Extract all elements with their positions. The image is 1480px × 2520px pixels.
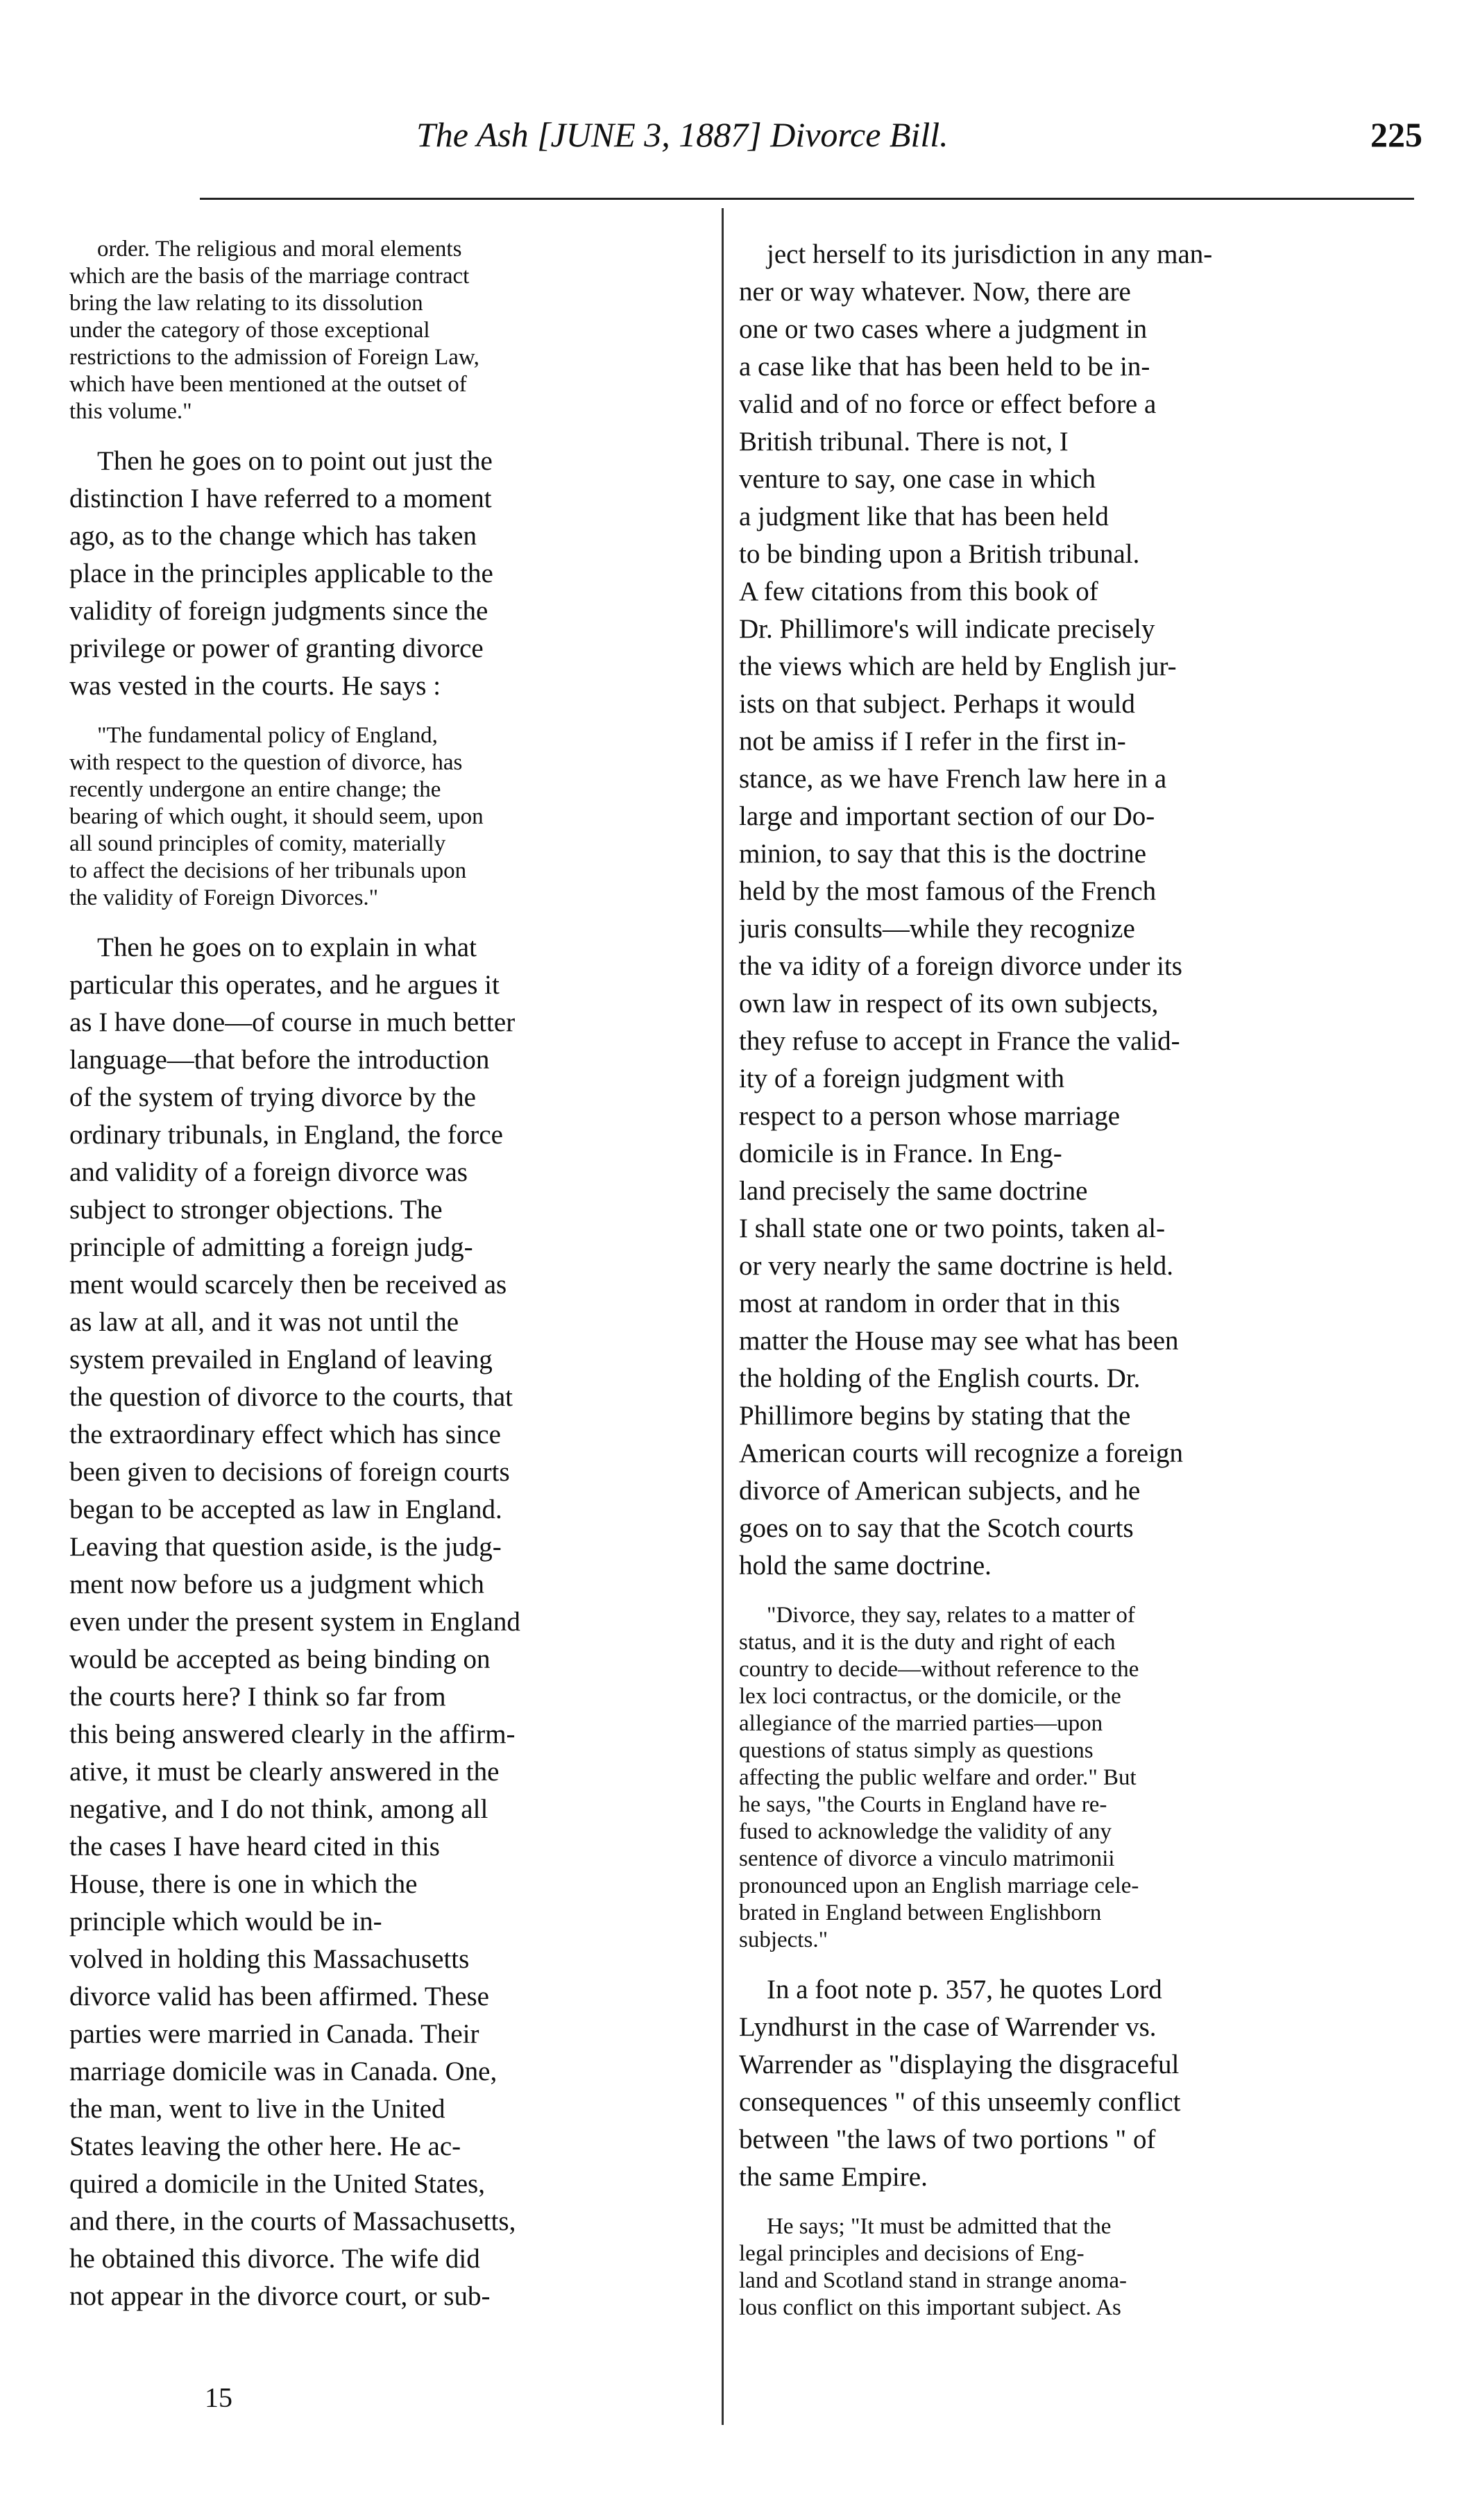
text-line: which are the basis of the marriage contract [69, 264, 470, 289]
text-line: he says, "the Courts in England have re- [739, 1792, 1107, 1817]
text-line: principle of admitting a foreign judg- [69, 1232, 473, 1262]
text-line: the holding of the English courts. Dr. [739, 1363, 1141, 1393]
paragraph-gap [739, 1954, 1384, 1971]
text-line: ists on that subject. Perhaps it would [739, 689, 1135, 719]
text-line: under the category of those exceptional [69, 318, 430, 343]
text-line: and there, in the courts of Massachusetts, [69, 2206, 516, 2236]
text-line: Phillimore begins by stating that the [739, 1401, 1131, 1431]
text-line: ago, as to the change which has taken [69, 521, 477, 551]
paragraph [69, 929, 702, 2315]
text-line: of the system of trying divorce by the [69, 1082, 476, 1112]
text-line: affecting the public welfare and order." But [739, 1765, 1137, 1790]
text-line: would be accepted as being binding on [69, 1644, 491, 1674]
paragraph-gap [69, 705, 702, 722]
text-line: ordinary tribunals, in England, the force [69, 1120, 503, 1150]
text-line: land precisely the same doctrine [739, 1176, 1088, 1206]
text-line: been given to decisions of foreign courts [69, 1457, 510, 1487]
text-line: British tribunal. There is not, I [739, 427, 1069, 457]
text-line: as I have done—of course in much better [69, 1007, 516, 1037]
text-line: particular this operates, and he argues it [69, 970, 500, 1000]
text-line: fused to acknowledge the validity of any [739, 1819, 1112, 1844]
text-line: stance, as we have French law here in a [739, 764, 1167, 794]
text-line: as law at all, and it was not until the [69, 1307, 459, 1337]
text-line: House, there is one in which the [69, 1869, 418, 1899]
text-line: principle which would be in- [69, 1907, 382, 1936]
text-line: valid and of no force or effect before a [739, 389, 1157, 419]
text-line: A few citations from this book of [739, 577, 1098, 606]
text-line: Dr. Phillimore's will indicate precisely [739, 614, 1155, 644]
text-line: to affect the decisions of her tribunals upon [69, 858, 467, 883]
text-line: restrictions to the admission of Foreign Law, [69, 345, 479, 370]
paragraph-gap [739, 1585, 1384, 1602]
text-line: goes on to say that the Scotch courts [739, 1513, 1134, 1543]
text-line: marriage domicile was in Canada. One, [69, 2057, 497, 2086]
text-line: brated in England between Englishborn [739, 1900, 1102, 1925]
text-line: Leaving that question aside, is the judg- [69, 1532, 502, 1562]
text-line: country to decide—without reference to the [739, 1657, 1139, 1682]
text-line: bearing of which ought, it should seem, upon [69, 804, 484, 829]
text-line: I shall state one or two points, taken al- [739, 1214, 1166, 1243]
text-line: large and important section of our Do- [739, 801, 1155, 831]
text-line: between "the laws of two portions " of [739, 2125, 1156, 2154]
text-line: recently undergone an entire change; the [69, 777, 441, 802]
text-line: distinction I have referred to a moment [69, 484, 492, 513]
signature-mark: 15 [205, 2382, 232, 2413]
text-line: even under the present system in England [69, 1607, 520, 1637]
text-line: not be amiss if I refer in the first in- [739, 726, 1126, 756]
text-line: American courts will recognize a foreign [739, 1438, 1183, 1468]
text-line: ner or way whatever. Now, there are [739, 277, 1131, 307]
header-rule [200, 198, 1414, 200]
column-divider [722, 208, 724, 2425]
text-line: quired a domicile in the United States, [69, 2169, 485, 2199]
text-line: divorce valid has been affirmed. These [69, 1982, 489, 2011]
paragraph-gap [739, 2196, 1384, 2213]
text-line: to be binding upon a British tribunal. [739, 539, 1140, 569]
text-line: a case like that has been held to be in- [739, 352, 1150, 382]
text-line: all sound principles of comity, materially [69, 831, 446, 856]
text-line: the va idity of a foreign divorce under its [739, 951, 1182, 981]
text-line: privilege or power of granting divorce [69, 633, 484, 663]
text-line: he obtained this divorce. The wife did [69, 2244, 480, 2274]
text-line: allegiance of the married parties—upon [739, 1711, 1103, 1736]
text-line: ject herself to its jurisdiction in any man- [767, 239, 1213, 269]
text-line: not appear in the divorce court, or sub- [69, 2281, 491, 2311]
text-line: ment now before us a judgment which [69, 1569, 484, 1599]
paragraph [739, 1971, 1384, 2196]
text-line: bring the law relating to its dissolution [69, 291, 423, 316]
text-line: land and Scotland stand in strange anoma- [739, 2268, 1128, 2293]
text-line: one or two cases where a judgment in [739, 314, 1148, 344]
paragraph [739, 236, 1384, 1585]
text-line: own law in respect of its own subjects, [739, 989, 1159, 1019]
quotation-block [69, 236, 702, 425]
quotation-block [69, 722, 702, 912]
text-line: or very nearly the same doctrine is held. [739, 1251, 1173, 1281]
text-line: a judgment like that has been held [739, 502, 1109, 531]
text-line: the views which are held by English jur- [739, 652, 1177, 681]
text-line: most at random in order that in this [739, 1288, 1121, 1318]
text-line: minion, to say that this is the doctrine [739, 839, 1147, 869]
text-line: Warrender as "displaying the disgraceful [739, 2050, 1180, 2079]
text-line: In a foot note p. 357, he quotes Lord [767, 1975, 1162, 2004]
text-line: order. The religious and moral elements [97, 237, 462, 262]
text-line: which have been mentioned at the outset of [69, 372, 467, 397]
text-line: domicile is in France. In Eng- [739, 1139, 1062, 1168]
paragraph [69, 443, 702, 705]
paragraph-gap [69, 425, 702, 443]
text-line: lex loci contractus, or the domicile, or the [739, 1684, 1121, 1709]
text-line: the courts here? I think so far from [69, 1682, 446, 1712]
text-line: language—that before the introduction [69, 1045, 490, 1075]
text-line: held by the most famous of the French [739, 876, 1157, 906]
text-line: ity of a foreign judgment with [739, 1064, 1064, 1093]
text-line: they refuse to accept in France the valid- [739, 1026, 1180, 1056]
text-line: the same Empire. [739, 2162, 928, 2192]
text-line: respect to a person whose marriage [739, 1101, 1121, 1131]
text-line: and validity of a foreign divorce was [69, 1157, 468, 1187]
text-line: lous conflict on this important subject. As [739, 2295, 1121, 2320]
text-line: negative, and I do not think, among all [69, 1794, 488, 1824]
text-line: volved in holding this Massachusetts [69, 1944, 470, 1974]
text-line: the validity of Foreign Divorces." [69, 885, 379, 910]
quotation-block [739, 2213, 1384, 2322]
text-line: "The fundamental policy of England, [97, 723, 438, 748]
text-line: States leaving the other here. He ac- [69, 2131, 461, 2161]
text-line: the question of divorce to the courts, that [69, 1382, 513, 1412]
text-line: pronounced upon an English marriage cele- [739, 1873, 1139, 1898]
text-line: subjects." [739, 1927, 828, 1952]
text-line: with respect to the question of divorce, has [69, 750, 463, 775]
text-line: system prevailed in England of leaving [69, 1345, 493, 1374]
text-line: legal principles and decisions of Eng- [739, 2241, 1085, 2266]
text-line: ative, it must be clearly answered in the [69, 1757, 500, 1787]
text-line: questions of status simply as questions [739, 1738, 1094, 1763]
running-header [416, 114, 1422, 170]
text-line: Then he goes on to point out just the [97, 446, 493, 476]
text-line: venture to say, one case in which [739, 464, 1096, 494]
text-line: matter the House may see what has been [739, 1326, 1179, 1356]
text-line: was vested in the courts. He says : [69, 671, 441, 701]
quotation-block [739, 1602, 1384, 1954]
text-line: divorce of American subjects, and he [739, 1476, 1141, 1506]
text-line: Lyndhurst in the case of Warrender vs. [739, 2012, 1157, 2042]
text-line: the cases I have heard cited in this [69, 1832, 440, 1862]
text-line: ment would scarcely then be received as [69, 1270, 507, 1300]
right-column [739, 236, 1384, 2322]
text-line: place in the principles applicable to the [69, 559, 493, 588]
text-line: "Divorce, they say, relates to a matter of [767, 1603, 1135, 1628]
text-line: consequences " of this unseemly conflict [739, 2087, 1181, 2117]
text-line: subject to stronger objections. The [69, 1195, 443, 1225]
text-line: validity of foreign judgments since the [69, 596, 488, 626]
text-line: status, and it is the duty and right of each [739, 1630, 1116, 1655]
text-line: parties were married in Canada. Their [69, 2019, 479, 2049]
text-line: this being answered clearly in the affirm- [69, 1719, 516, 1749]
text-line: the extraordinary effect which has since [69, 1420, 501, 1449]
page-number: 225 [1370, 115, 1422, 154]
text-line: He says; "It must be admitted that the [767, 2214, 1112, 2239]
paragraph-gap [69, 912, 702, 929]
text-line: the man, went to live in the United [69, 2094, 445, 2124]
text-line: hold the same doctrine. [739, 1551, 992, 1581]
text-line: began to be accepted as law in England. [69, 1495, 502, 1524]
text-line: sentence of divorce a vinculo matrimonii [739, 1846, 1115, 1871]
text-line: juris consults—while they recognize [739, 914, 1135, 944]
text-line: Then he goes on to explain in what [97, 933, 477, 962]
text-line: this volume." [69, 399, 192, 424]
left-column [69, 236, 702, 2315]
running-title: The Ash [JUNE 3, 1887] Divorce Bill. [416, 115, 949, 154]
